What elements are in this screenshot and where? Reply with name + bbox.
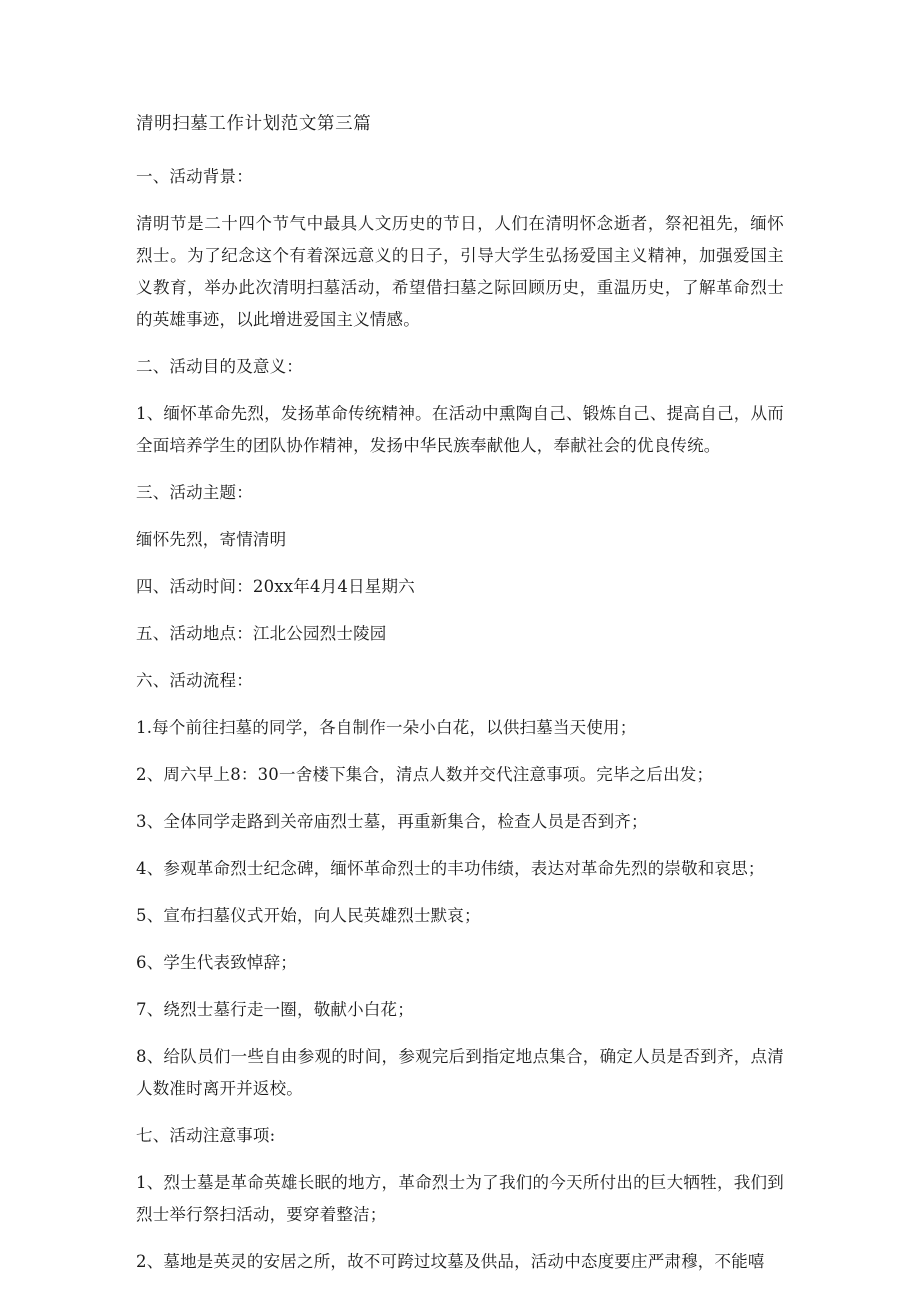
note-item-2: 2、墓地是英灵的安居之所，故不可跨过坟墓及供品，活动中态度要庄严肃穆，不能嘻 (136, 1252, 765, 1271)
section-heading-time: 四、活动时间：20xx年4月4日星期六 (136, 577, 415, 596)
process-step-1: 1.每个前往扫墓的同学，各自制作一朵小白花，以供扫墓当天使用； (136, 718, 637, 737)
process-step-7: 7、绕烈士墓行走一圈，敬献小白花； (136, 1000, 414, 1019)
document-body (136, 108, 784, 1293)
paragraph-background: 清明节是二十四个节气中最具人文历史的节日，人们在清明怀念逝者，祭祀祖先，缅怀烈士。为了纪念这个有着深远意义的日子，引导大学生弘扬爱国主义精神，加强爱国主义教育，举办此次清明扫墓活动，希望借扫墓之际回顾历史，重温历史，了解革命烈士的英雄事迹，以此增进爱国主义情感。 (136, 214, 784, 329)
process-step-2: 2、周六早上8：30一舍楼下集合，清点人数并交代注意事项。完毕之后出发； (136, 765, 714, 784)
section-heading-purpose: 二、活动目的及意义： (136, 357, 303, 376)
note-item-1: 1、烈士墓是革命英雄长眠的地方，革命烈士为了我们的今天所付出的巨大牺牲，我们到烈士举行祭扫活动，要穿着整洁； (136, 1173, 784, 1224)
process-step-5: 5、宣布扫墓仪式开始，向人民英雄烈士默哀； (136, 906, 481, 925)
section-heading-background: 一、活动背景： (136, 167, 253, 186)
section-heading-notes: 七、活动注意事项: (136, 1126, 276, 1145)
process-step-6: 6、学生代表致悼辞； (136, 953, 297, 972)
process-step-4: 4、参观革命烈士纪念碑，缅怀革命烈士的丰功伟绩，表达对革命先烈的崇敬和哀思； (136, 859, 765, 878)
section-heading-theme: 三、活动主题： (136, 483, 253, 502)
section-heading-location: 五、活动地点：江北公园烈士陵园 (136, 624, 387, 643)
paragraph-theme: 缅怀先烈，寄情清明 (136, 530, 287, 549)
document-title: 清明扫墓工作计划范文第三篇 (136, 114, 372, 134)
process-step-3: 3、全体同学走路到关帝庙烈士墓，再重新集合，检查人员是否到齐； (136, 812, 648, 831)
section-heading-process: 六、活动流程： (136, 671, 253, 690)
process-step-8: 8、给队员们一些自由参观的时间，参观完后到指定地点集合，确定人员是否到齐，点清人数准时离开并返校。 (136, 1047, 784, 1098)
paragraph-purpose: 1、缅怀革命先烈，发扬革命传统精神。在活动中熏陶自己、锻炼自己、提高自己，从而全面培养学生的团队协作精神，发扬中华民族奉献他人，奉献社会的优良传统。 (136, 404, 784, 455)
